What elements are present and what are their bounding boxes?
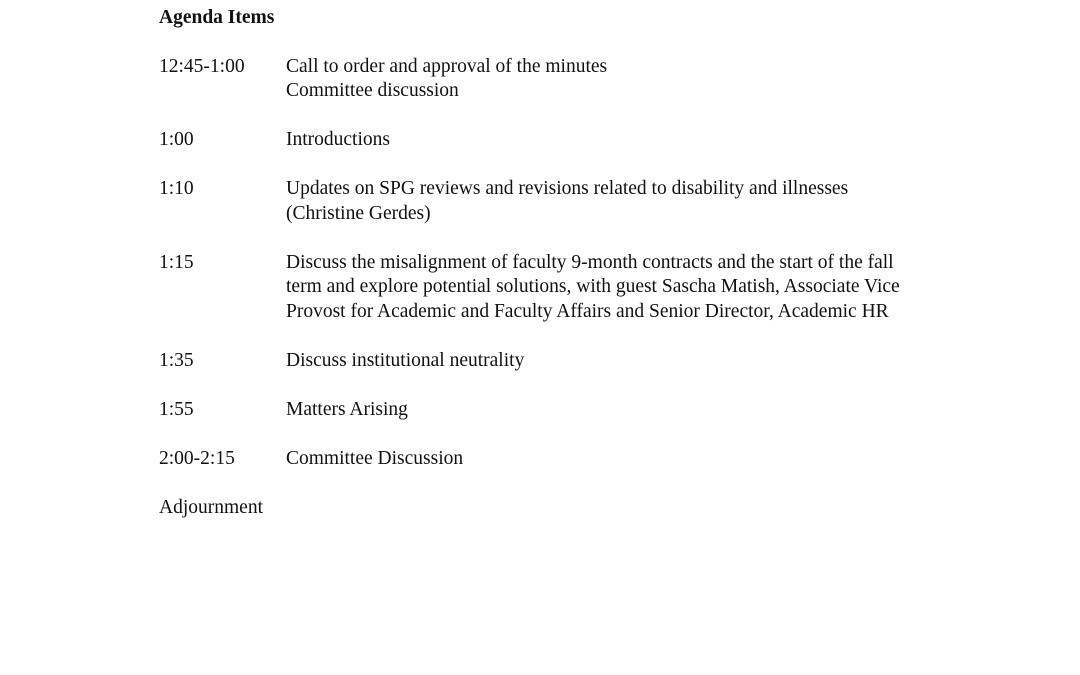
agenda-description bbox=[286, 251, 1019, 325]
agenda-time: 1:15 bbox=[159, 251, 194, 273]
agenda-description bbox=[286, 398, 1019, 423]
agenda-line: Provost for Academic and Faculty Affairs and Senior Director, Academic HR bbox=[286, 300, 889, 322]
agenda-item bbox=[159, 177, 1019, 226]
agenda-heading: Agenda Items bbox=[159, 7, 275, 28]
agenda-item bbox=[159, 55, 1019, 104]
agenda-line: term and explore potential solutions, with guest Sascha Matish, Associate Vice bbox=[286, 276, 900, 297]
agenda-time: 1:00 bbox=[159, 129, 194, 150]
agenda-line: Discuss institutional neutrality bbox=[286, 349, 525, 371]
agenda-item bbox=[159, 398, 1019, 423]
agenda-line: Introductions bbox=[286, 129, 390, 150]
agenda-line: Updates on SPG reviews and revisions related to disability and illnesses bbox=[286, 178, 849, 199]
agenda-line: Committee Discussion bbox=[286, 447, 464, 469]
agenda-line: Call to order and approval of the minutes bbox=[286, 55, 608, 77]
agenda-description bbox=[286, 128, 1019, 153]
agenda-description bbox=[286, 349, 1019, 374]
agenda-time: 12:45-1:00 bbox=[159, 55, 245, 77]
agenda-line: (Christine Gerdes) bbox=[286, 202, 431, 224]
document-page bbox=[159, 6, 1019, 520]
agenda-line: Committee discussion bbox=[286, 80, 459, 101]
agenda-item bbox=[159, 447, 1019, 472]
agenda-time: 1:55 bbox=[159, 398, 194, 420]
agenda-item bbox=[159, 128, 1019, 153]
agenda-line: Matters Arising bbox=[286, 398, 408, 420]
agenda-time: 1:10 bbox=[159, 178, 194, 199]
agenda-line: Discuss the misalignment of faculty 9-month contracts and the start of the fall bbox=[286, 251, 894, 273]
agenda-description bbox=[286, 55, 1019, 104]
agenda-description bbox=[286, 177, 1019, 226]
adjournment-text: Adjournment bbox=[159, 496, 263, 518]
agenda-time: 2:00-2:15 bbox=[159, 447, 235, 469]
agenda-item bbox=[159, 349, 1019, 374]
agenda-item bbox=[159, 251, 1019, 325]
agenda-time: 1:35 bbox=[159, 349, 194, 371]
agenda-list bbox=[159, 55, 1019, 472]
agenda-description bbox=[286, 447, 1019, 472]
